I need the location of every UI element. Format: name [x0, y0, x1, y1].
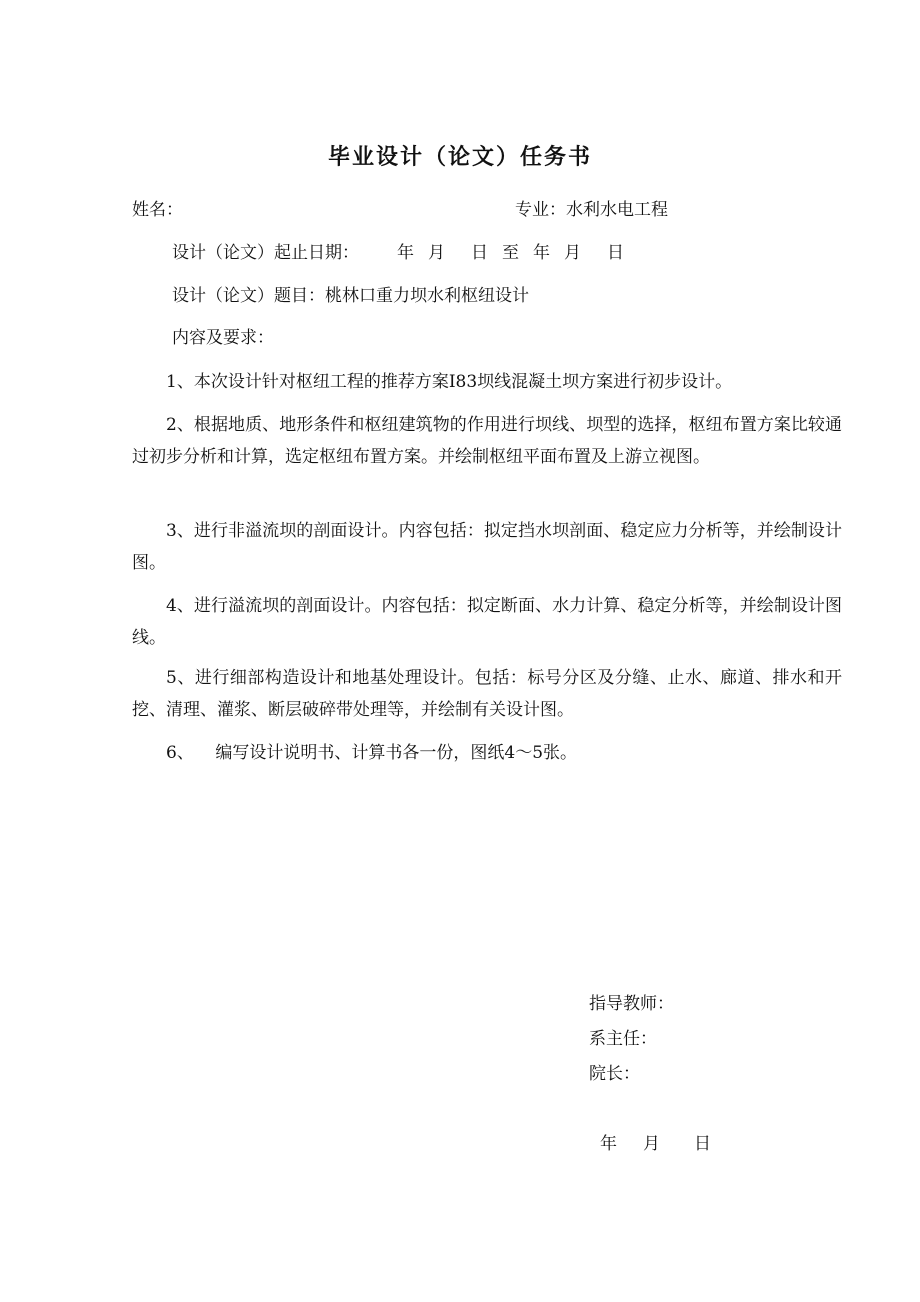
date-range-row	[172, 237, 624, 269]
signature-year: 年	[600, 1134, 617, 1154]
date-month-start: 月	[428, 243, 445, 263]
date-to: 至	[502, 243, 519, 263]
dept-head-signature-label: 系主任：	[589, 1029, 657, 1049]
date-month-end: 月	[564, 243, 581, 263]
requirement-item-5: 5、进行细部构造设计和地基处理设计。包括：标号分区及分缝、止水、廊道、排水和开挖、清理、灌浆、断层破碎带处理等，并绘制有关设计图。	[132, 668, 842, 720]
major-label: 专业：水利水电工程	[515, 200, 668, 220]
signature-day: 日	[694, 1134, 711, 1154]
requirement-item-6: 6、 编写设计说明书、计算书各一份，图纸4～5张。	[166, 743, 578, 763]
date-day-end: 日	[607, 243, 624, 263]
date-year-start: 年	[397, 243, 414, 263]
date-year-end: 年	[533, 243, 550, 263]
signature-month: 月	[643, 1134, 660, 1154]
requirement-item-3: 3、进行非溢流坝的剖面设计。内容包括：拟定挡水坝剖面、稳定应力分析等，并绘制设计图。	[132, 521, 842, 573]
topic-line: 设计（论文）题目：桃林口重力坝水利枢纽设计	[172, 286, 529, 306]
name-label: 姓名：	[132, 200, 183, 220]
requirement-item-1: 1、本次设计针对枢纽工程的推荐方案Ⅰ83坝线混凝土坝方案进行初步设计。	[166, 372, 733, 392]
requirement-item-4: 4、进行溢流坝的剖面设计。内容包括：拟定断面、水力计算、稳定分析等，并绘制设计图线。	[132, 596, 842, 648]
advisor-signature-label: 指导教师：	[589, 994, 674, 1014]
document-title: 毕业设计（论文）任务书	[327, 145, 592, 170]
signature-date	[600, 1128, 711, 1160]
dean-signature-label: 院长：	[589, 1064, 640, 1084]
date-day-start: 日	[471, 243, 488, 263]
date-label: 设计（论文）起止日期：	[172, 243, 359, 263]
requirements-label: 内容及要求：	[172, 328, 274, 348]
requirement-item-2: 2、根据地质、地形条件和枢纽建筑物的作用进行坝线、坝型的选择，枢纽布置方案比较通过初步分析和计算，选定枢纽布置方案。并绘制枢纽平面布置及上游立视图。	[132, 415, 842, 467]
